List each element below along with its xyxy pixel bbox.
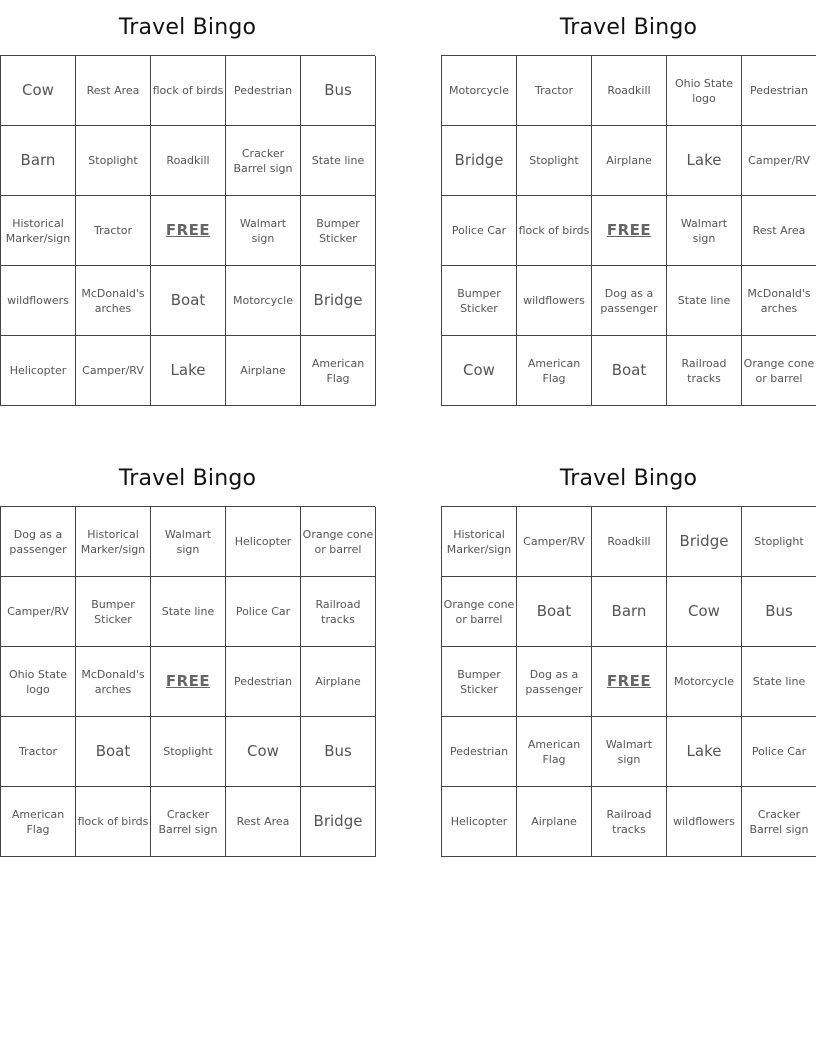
- card-title: Travel Bingo: [118, 466, 257, 491]
- bingo-cell: Cracker Barrel sign: [151, 787, 226, 857]
- bingo-cell: Tractor: [517, 56, 592, 126]
- bingo-cell: Pedestrian: [442, 717, 517, 787]
- bingo-cell: Cow: [667, 577, 742, 647]
- bingo-cell: Walmart sign: [151, 507, 226, 577]
- bingo-cell: Rest Area: [76, 56, 151, 126]
- bingo-cell: Motorcycle: [442, 56, 517, 126]
- bingo-cell: State line: [301, 126, 376, 196]
- bingo-card: [0, 0, 375, 406]
- bingo-cell: Roadkill: [151, 126, 226, 196]
- bingo-cell: Walmart sign: [667, 196, 742, 266]
- bingo-cell: Bridge: [442, 126, 517, 196]
- bingo-cell: Stoplight: [517, 126, 592, 196]
- bingo-cell: Walmart sign: [226, 196, 301, 266]
- bingo-cell: Boat: [151, 266, 226, 336]
- bingo-cell: Bridge: [301, 266, 376, 336]
- bingo-cell: Police Car: [442, 196, 517, 266]
- bingo-cell: Pedestrian: [226, 56, 301, 126]
- bingo-cell: American Flag: [1, 787, 76, 857]
- bingo-cell: Cracker Barrel sign: [742, 787, 816, 857]
- bingo-cell: Helicopter: [442, 787, 517, 857]
- card-title: Travel Bingo: [559, 466, 698, 491]
- bingo-cell: Lake: [667, 126, 742, 196]
- bingo-grid: [0, 506, 375, 857]
- bingo-cell: Boat: [76, 717, 151, 787]
- bingo-cell: American Flag: [517, 336, 592, 406]
- bingo-cell: wildflowers: [1, 266, 76, 336]
- bingo-cell: Stoplight: [76, 126, 151, 196]
- bingo-cell: Bridge: [301, 787, 376, 857]
- card-title: Travel Bingo: [118, 15, 257, 40]
- bingo-cell: Pedestrian: [226, 647, 301, 717]
- bingo-cell: Bumper Sticker: [442, 266, 517, 336]
- free-cell: FREE: [151, 196, 226, 266]
- bingo-cell: Historical Marker/sign: [442, 507, 517, 577]
- bingo-cell: Cow: [226, 717, 301, 787]
- bingo-cell: Tractor: [1, 717, 76, 787]
- bingo-cell: Rest Area: [742, 196, 816, 266]
- bingo-cell: Rest Area: [226, 787, 301, 857]
- bingo-cell: Bumper Sticker: [76, 577, 151, 647]
- bingo-cell: McDonald's arches: [76, 647, 151, 717]
- bingo-cell: Orange cone or barrel: [442, 577, 517, 647]
- bingo-cell: Cow: [442, 336, 517, 406]
- bingo-grid: [441, 55, 816, 406]
- bingo-cell: Historical Marker/sign: [76, 507, 151, 577]
- bingo-cell: Roadkill: [592, 507, 667, 577]
- bingo-cell: State line: [151, 577, 226, 647]
- bingo-cell: wildflowers: [517, 266, 592, 336]
- bingo-cell: Tractor: [76, 196, 151, 266]
- bingo-cell: Roadkill: [592, 56, 667, 126]
- bingo-cell: Bus: [301, 56, 376, 126]
- bingo-cell: Helicopter: [1, 336, 76, 406]
- bingo-cell: flock of birds: [517, 196, 592, 266]
- bingo-grid: [441, 506, 816, 857]
- bingo-cell: Ohio State logo: [1, 647, 76, 717]
- bingo-cell: Railroad tracks: [667, 336, 742, 406]
- bingo-cell: Airplane: [226, 336, 301, 406]
- bingo-cell: Bridge: [667, 507, 742, 577]
- bingo-cell: Dog as a passenger: [592, 266, 667, 336]
- bingo-cell: Cow: [1, 56, 76, 126]
- bingo-cell: Dog as a passenger: [517, 647, 592, 717]
- bingo-cell: Boat: [517, 577, 592, 647]
- bingo-cell: Camper/RV: [742, 126, 816, 196]
- bingo-cell: Cracker Barrel sign: [226, 126, 301, 196]
- free-cell: FREE: [151, 647, 226, 717]
- free-cell: FREE: [592, 647, 667, 717]
- bingo-cell: State line: [742, 647, 816, 717]
- bingo-cell: Boat: [592, 336, 667, 406]
- bingo-cell: Stoplight: [742, 507, 816, 577]
- bingo-cell: American Flag: [517, 717, 592, 787]
- bingo-cell: Ohio State logo: [667, 56, 742, 126]
- bingo-cell: Barn: [592, 577, 667, 647]
- bingo-cell: Airplane: [517, 787, 592, 857]
- bingo-cell: Motorcycle: [667, 647, 742, 717]
- bingo-cell: Bumper Sticker: [442, 647, 517, 717]
- bingo-cell: Bus: [301, 717, 376, 787]
- bingo-cell: Railroad tracks: [301, 577, 376, 647]
- bingo-cell: Bus: [742, 577, 816, 647]
- bingo-card: [441, 0, 816, 406]
- bingo-cell: Police Car: [742, 717, 816, 787]
- free-cell: FREE: [592, 196, 667, 266]
- bingo-cell: Orange cone or barrel: [742, 336, 816, 406]
- bingo-cell: Dog as a passenger: [1, 507, 76, 577]
- bingo-cell: flock of birds: [151, 56, 226, 126]
- bingo-cell: Bumper Sticker: [301, 196, 376, 266]
- bingo-cell: Helicopter: [226, 507, 301, 577]
- bingo-cell: Police Car: [226, 577, 301, 647]
- bingo-cell: Barn: [1, 126, 76, 196]
- bingo-cell: McDonald's arches: [742, 266, 816, 336]
- bingo-cell: Lake: [667, 717, 742, 787]
- bingo-cell: Camper/RV: [1, 577, 76, 647]
- bingo-cell: Airplane: [301, 647, 376, 717]
- bingo-cell: Historical Marker/sign: [1, 196, 76, 266]
- bingo-grid: [0, 55, 375, 406]
- bingo-card: [441, 451, 816, 857]
- bingo-cell: wildflowers: [667, 787, 742, 857]
- bingo-cell: American Flag: [301, 336, 376, 406]
- bingo-cell: Lake: [151, 336, 226, 406]
- bingo-cell: Orange cone or barrel: [301, 507, 376, 577]
- bingo-card: [0, 451, 375, 857]
- bingo-cell: Pedestrian: [742, 56, 816, 126]
- bingo-cell: flock of birds: [76, 787, 151, 857]
- card-title: Travel Bingo: [559, 15, 698, 40]
- bingo-cell: Camper/RV: [517, 507, 592, 577]
- bingo-cell: Motorcycle: [226, 266, 301, 336]
- bingo-cell: Railroad tracks: [592, 787, 667, 857]
- bingo-cell: Camper/RV: [76, 336, 151, 406]
- bingo-cell: McDonald's arches: [76, 266, 151, 336]
- bingo-cell: Walmart sign: [592, 717, 667, 787]
- bingo-cell: Stoplight: [151, 717, 226, 787]
- bingo-cell: Airplane: [592, 126, 667, 196]
- bingo-cell: State line: [667, 266, 742, 336]
